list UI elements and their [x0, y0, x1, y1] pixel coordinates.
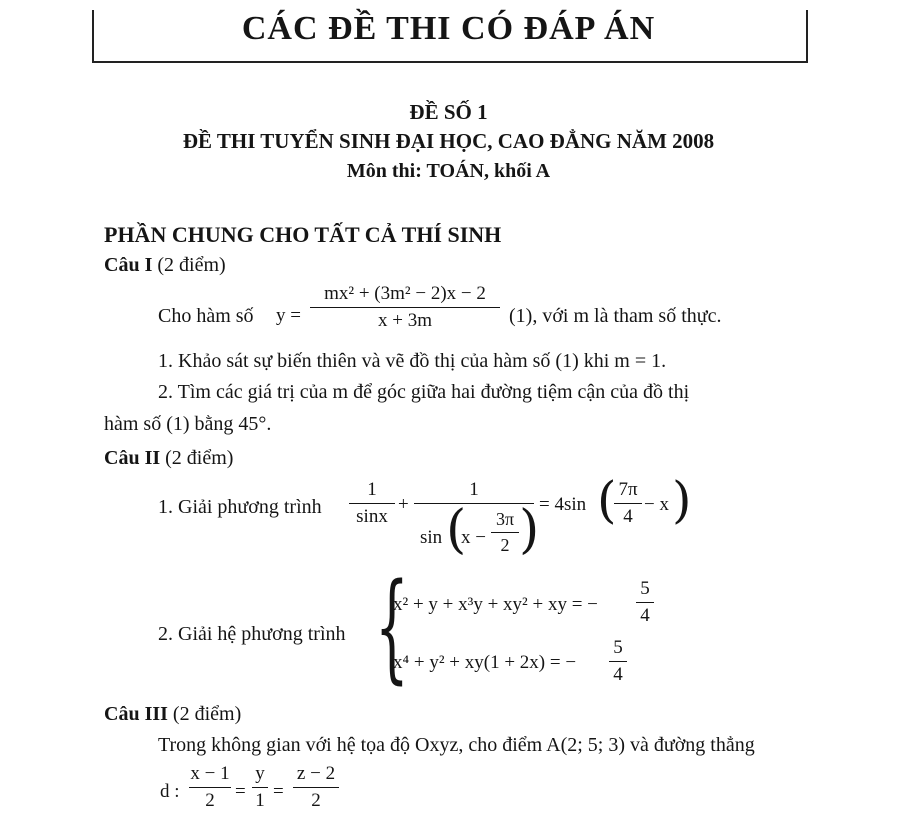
- fraction-numerator: 7π: [618, 479, 638, 500]
- question-1-fraction-numerator: mx² + (3m² − 2)x − 2: [324, 283, 486, 304]
- exam-title: ĐỀ THI TUYỂN SINH ĐẠI HỌC, CAO ĐẲNG NĂM 2008: [182, 129, 715, 153]
- fraction-denominator: 4: [623, 506, 633, 527]
- system-equation-2-fraction: [609, 637, 627, 686]
- question-3-heading: [104, 703, 241, 726]
- question-1-points: (2 điểm): [157, 254, 226, 276]
- fraction-bar: [349, 503, 395, 504]
- system-equation-2: x⁴ + y² + xy(1 + 2x) = −: [393, 652, 577, 673]
- fraction-denominator: sinx: [356, 506, 388, 527]
- fraction-bar: [293, 787, 339, 788]
- question-1-intro: Cho hàm số: [158, 305, 254, 327]
- fraction-denominator: 4: [613, 664, 623, 685]
- banner-title: CÁC ĐỀ THI CÓ ĐÁP ÁN: [241, 10, 656, 47]
- question-2-item-1-label: 1. Giải phương trình: [158, 496, 322, 518]
- fraction-bar: [252, 787, 268, 788]
- plus-sign: +: [398, 494, 409, 515]
- fraction-bar: [189, 787, 231, 788]
- exam-number: ĐỀ SỐ 1: [409, 100, 488, 124]
- fraction-numerator: y: [255, 763, 265, 784]
- question-1-title: Câu I: [104, 254, 153, 276]
- fraction-numerator: 1: [469, 479, 479, 500]
- fraction-numerator: 5: [613, 637, 623, 658]
- fraction-bar: [614, 503, 642, 504]
- left-paren-icon: (: [446, 500, 467, 560]
- question-1-heading: [104, 254, 226, 277]
- question-3-title: Câu III: [104, 703, 168, 725]
- question-2-fraction-1: [349, 479, 395, 528]
- left-paren-icon: (: [597, 471, 617, 529]
- question-3-text: Trong không gian với hệ tọa độ Oxyz, cho điểm A(2; 5; 3) và đường thẳng: [158, 734, 755, 756]
- question-2-fraction-2: [414, 479, 534, 506]
- fraction-bar: [636, 602, 654, 603]
- question-2-fraction-3: [614, 479, 642, 528]
- system-equation-1: x² + y + x³y + xy² + xy = −: [393, 594, 598, 615]
- question-1-y-eq: y =: [276, 305, 301, 326]
- question-2-f2-den-sin: sin: [420, 527, 443, 548]
- question-2-points: (2 điểm): [165, 447, 234, 469]
- fraction-numerator: 5: [640, 578, 650, 599]
- system-equation-1-fraction: [636, 578, 654, 627]
- question-1-after: (1), với m là tham số thực.: [509, 305, 722, 327]
- question-1-item-2-line-2: hàm số (1) bằng 45°.: [104, 413, 272, 435]
- fraction-denominator: 2: [311, 790, 321, 811]
- left-brace-icon: {: [375, 557, 409, 695]
- question-2-minus-x: − x: [644, 494, 669, 515]
- fraction-numerator: 3π: [495, 509, 515, 529]
- fraction-denominator: 4: [640, 605, 650, 626]
- question-1-fraction: [310, 283, 500, 332]
- right-paren-icon: ): [519, 500, 540, 560]
- line-d-label: d :: [160, 781, 180, 802]
- fraction-numerator: z − 2: [296, 763, 336, 784]
- equals-sign: =: [273, 781, 284, 802]
- line-d-fraction-1: [189, 763, 231, 812]
- exam-subject: Môn thi: TOÁN, khối A: [346, 160, 551, 182]
- line-d-fraction-3: [293, 763, 339, 812]
- fraction-bar: [609, 661, 627, 662]
- section-title: PHẦN CHUNG CHO TẤT CẢ THÍ SINH: [104, 222, 502, 247]
- fraction-bar: [491, 532, 519, 533]
- question-1-item-2-line-1: 2. Tìm các giá trị của m để góc giữa hai đường tiệm cận của đồ thị: [158, 381, 690, 403]
- question-1-item-1: 1. Khảo sát sự biến thiên và vẽ đồ thị của hàm số (1) khi m = 1.: [158, 350, 667, 372]
- fraction-denominator: 2: [205, 790, 215, 811]
- fraction-denominator: 2: [500, 535, 510, 555]
- banner-bottom-rule: [92, 61, 808, 63]
- fraction-bar: [310, 307, 500, 308]
- question-1-fraction-denominator: x + 3m: [378, 310, 432, 331]
- question-3-points: (2 điểm): [172, 703, 242, 725]
- fraction-numerator: 1: [367, 479, 377, 500]
- fraction-bar: [414, 503, 534, 504]
- question-2-item-2-label: 2. Giải hệ phương trình: [158, 623, 346, 645]
- equals-sign: =: [235, 781, 246, 802]
- question-2-title: Câu II: [104, 447, 161, 469]
- fraction-denominator: 1: [255, 790, 265, 811]
- line-d-fraction-2: [252, 763, 268, 812]
- question-2-heading: [104, 447, 233, 470]
- fraction-numerator: x − 1: [190, 763, 230, 784]
- question-2-f2-den-x: x −: [461, 527, 486, 548]
- question-2-eq-rhs: = 4sin: [539, 494, 587, 515]
- question-2-inner-fraction: [491, 509, 519, 556]
- right-paren-icon: ): [672, 471, 692, 529]
